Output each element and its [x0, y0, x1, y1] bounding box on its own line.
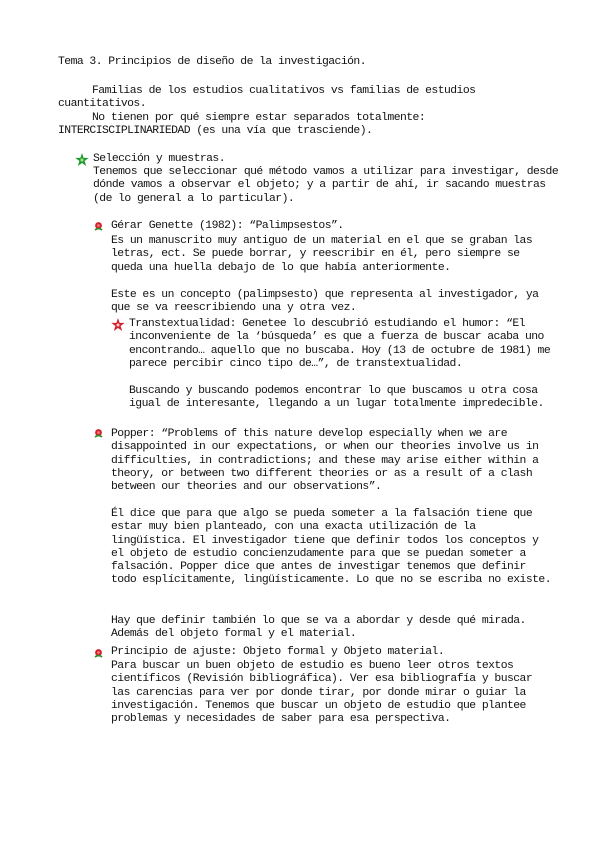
popper-quote: Popper: “Problems of this nature develop especially when we are disappointed in our expectations, or when our theories involve us in difficulties, in contradictions; and these may arise either within a theory, or between two different theories or as a result of a clash between our theories and our observations”.	[111, 428, 545, 494]
intro-paragraph-2: No tienen por qué siempre estar separados totalmente:	[92, 112, 426, 124]
palimpsest-definition: Es un manuscrito muy antiguo de un material en el que se graban las letras, ect. Se puede borrar, y reescribir en él, pero siempre se queda una huella debajo de lo que había anteriormente.	[111, 235, 539, 274]
transtextuality-body: Buscando y buscando podemos encontrar lo que buscamos u otra cosa igual de interesante, llegando a un lugar totalmente impredecible.	[129, 385, 544, 411]
genette-heading: Gérar Genette (1982): “Palimpsestos”.	[111, 220, 344, 232]
green-star-icon	[75, 153, 89, 172]
popper-definition-paragraph: Hay que definir también lo que se va a abordar y desde qué mirada. Además del objeto formal y el material.	[111, 615, 533, 641]
transtextuality-paragraph: Transtextualidad: Genetee lo descubrió estudiando el humor: “El inconveniente de la ‘búsqueda’ es que a fuerza de buscar acaba uno encontrando… aquello que no buscaba. Hoy (13 de octubre de 1981) me parece percibir cinco tipo de…”, de transtextualidad.	[129, 318, 557, 370]
adjustment-principle-heading: Principio de ajuste: Objeto formal y Objeto material.	[111, 646, 445, 658]
red-rose-icon	[93, 221, 104, 237]
adjustment-principle-body: Para buscar un buen objeto de estudio es bueno leer otros textos científicos (Revisión bibliográfica). Ver esa bibliografía y buscar las carencias para ver por donde tirar, por donde mirar o guiar la investigación. Tenemos que buscar un objeto de estudio que plantee problemas y necesidades de saber para esa perspectiva.	[111, 660, 539, 726]
palimpsest-concept: Este es un concepto (palimpsesto) que representa al investigador, ya que se va reescribiendo una y otra vez.	[111, 289, 545, 315]
section-selection-body: Tenemos que seleccionar qué método vamos a utilizar para investigar, desde dónde vamos a observar el objeto; y a partir de ahí, ir sacando muestras (de lo general a lo particular).	[93, 166, 565, 205]
section-selection-title: Selección y muestras.	[93, 153, 225, 165]
intro-paragraph-3: INTERCISCIPLINARIEDAD (es una vía que trasciende).	[58, 125, 373, 137]
intro-paragraph-1: Familias de los estudios cualitativos vs familias de estudios cuantitativos.	[58, 85, 482, 111]
red-rose-icon	[93, 428, 104, 444]
document-title: Tema 3. Principios de diseño de la investigación.	[58, 56, 366, 68]
popper-falsation-paragraph: Él dice que para que algo se pueda someter a la falsación tiene que estar muy bien planteado, con una exacta utilización de la lingüística. El investigador tiene que definir todos los conceptos y el objeto de estudio concienzudamente para que se puedan someter a falsación. Popper dice que antes de investigar tenemos que definir todo esplícitamente, lingüísticamente. Lo que no se escriba no existe.	[111, 508, 551, 587]
red-star-icon	[111, 318, 125, 337]
red-rose-icon	[93, 648, 104, 664]
